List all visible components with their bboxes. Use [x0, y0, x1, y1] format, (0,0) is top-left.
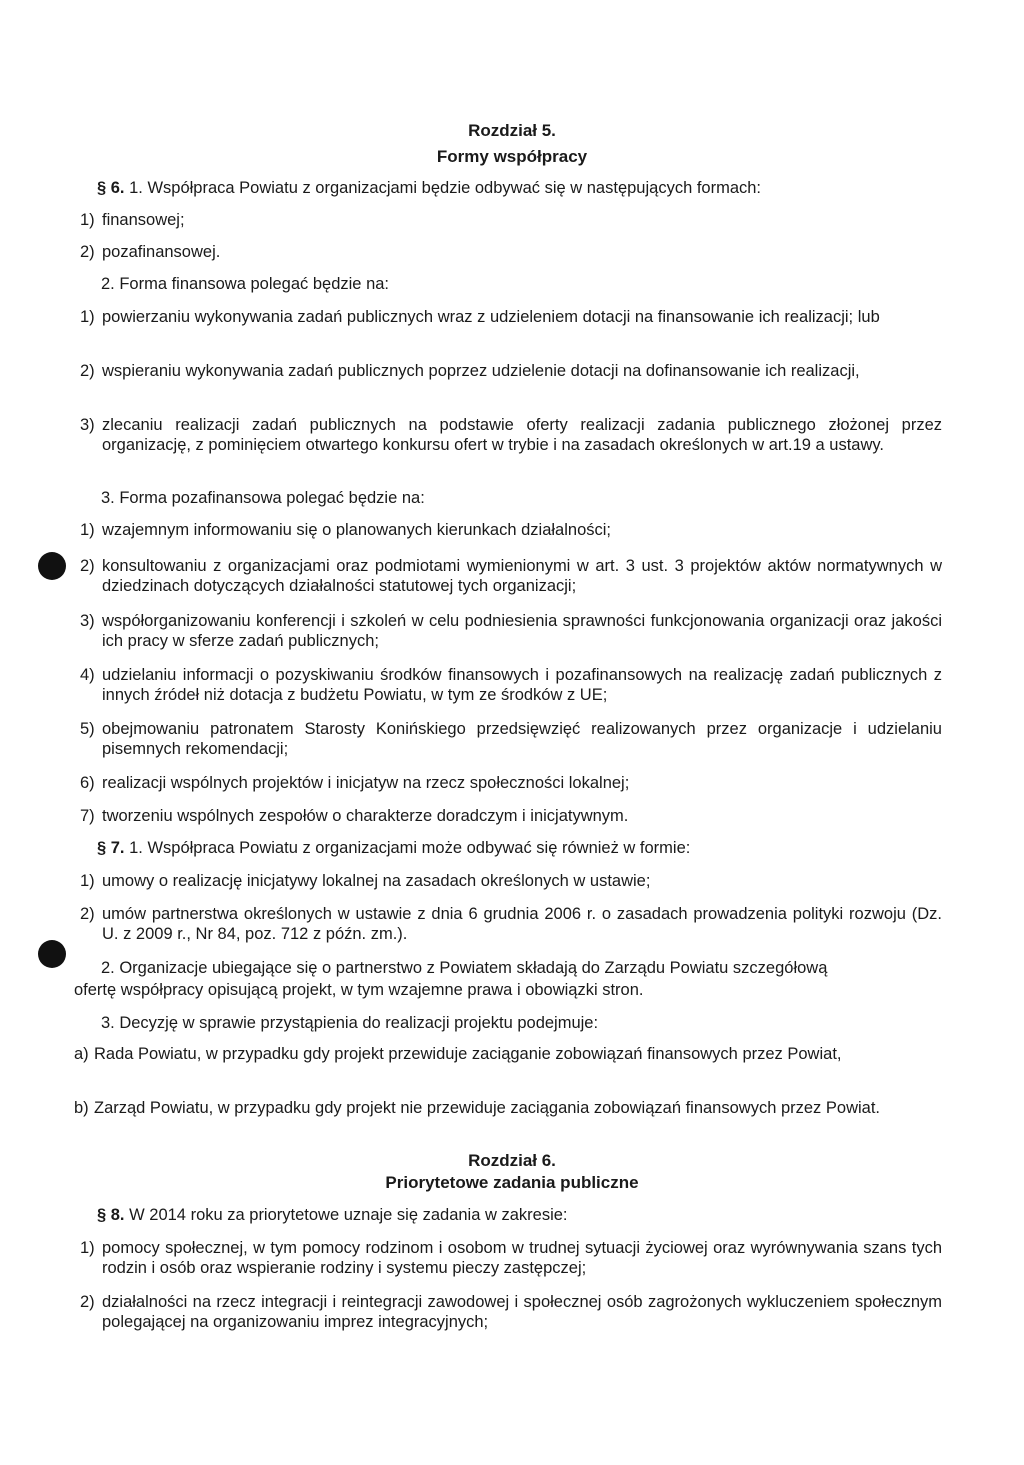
chapter-5-subtitle: Formy współpracy [436, 147, 588, 166]
item-text: konsultowaniu z organizacjami oraz podmiotami wymienionymi w art. 3 ust. 3 projektów aktów normatywnych w dziedzinach dotyczących działalności statutowej tych organizacji; [102, 557, 942, 595]
item-text: umów partnerstwa określonych w ustawie z dnia 6 grudnia 2006 r. o zasadach prowadzenia polityki rozwoju (Dz. U. z 2009 r., Nr 84, poz. 712 z późn. zm.). [102, 905, 942, 943]
paragraph-7-3-intro: 3. Decyzję w sprawie przystąpienia do realizacji projektu podejmuje: [101, 1014, 599, 1032]
item-number: 1) [80, 211, 95, 229]
section-sign: § 7. [97, 839, 125, 857]
item-letter: a) [74, 1045, 89, 1063]
item-number: 5) [80, 720, 95, 738]
item-text: tworzeniu wspólnych zespołów o charakterze doradczym i inicjatywnym. [102, 807, 629, 825]
paragraph-6-2-intro: 2. Forma finansowa polegać będzie na: [101, 275, 390, 293]
item-number: 2) [80, 362, 95, 380]
item-text: Rada Powiatu, w przypadku gdy projekt przewiduje zaciąganie zobowiązań finansowych przez Powiat, [94, 1045, 842, 1063]
paragraph-text: W 2014 roku za priorytetowe uznaje się zadania w zakresie: [129, 1206, 568, 1224]
item-text: wspieraniu wykonywania zadań publicznych poprzez udzielenie dotacji na dofinansowanie ich realizacji, [102, 362, 860, 380]
item-number: 2) [80, 905, 95, 923]
item-number: 7) [80, 807, 95, 825]
item-number: 2) [80, 1293, 95, 1311]
item-number: 1) [80, 872, 95, 890]
item-text: obejmowaniu patronatem Starosty Konińskiego przedsięwzięć realizowanych przez organizacje i udzielaniu pisemnych rekomendacji; [102, 720, 942, 758]
item-number: 3) [80, 416, 95, 434]
item-text: udzielaniu informacji o pozyskiwaniu środków finansowych i pozafinansowych na realizację zadań publicznych z innych źródeł niż dotacja z budżetu Powiatu, w tym ze środków z UE; [102, 666, 942, 704]
paragraph-7-2-line-2: ofertę współpracy opisującą projekt, w tym wzajemne prawa i obowiązki stron. [74, 981, 644, 999]
item-text: pomocy społecznej, w tym pomocy rodzinom i osobom w trudnej sytuacji życiowej oraz wyrównywania szans tych rodzin i osób oraz wspieranie rodziny i systemu pieczy zastępczej; [102, 1239, 942, 1277]
item-text: działalności na rzecz integracji i reintegracji zawodowej i społecznej osób zagrożonych wykluczeniem społecznym polegającej na organizowaniu imprez integracyjnych; [102, 1293, 942, 1331]
chapter-6-title: Rozdział 6. [468, 1151, 556, 1170]
item-text: powierzaniu wykonywania zadań publicznych wraz z udzieleniem dotacji na finansowanie ich realizacji; lub [102, 308, 880, 326]
item-number: 1) [80, 1239, 95, 1257]
item-text: realizacji wspólnych projektów i inicjatyw na rzecz społeczności lokalnej; [102, 774, 630, 792]
item-number: 1) [80, 308, 95, 326]
item-text: finansowej; [102, 211, 185, 229]
punch-hole-mark [38, 940, 66, 968]
item-number: 3) [80, 612, 95, 630]
item-text: umowy o realizację inicjatywy lokalnej na zasadach określonych w ustawie; [102, 872, 651, 890]
item-number: 2) [80, 557, 95, 575]
paragraph-7-2-line-1: 2. Organizacje ubiegające się o partnerstwo z Powiatem składają do Zarządu Powiatu szczegółową [101, 959, 828, 977]
item-text: współorganizowaniu konferencji i szkoleń w celu podniesienia sprawności funkcjonowania organizacji oraz jakości ich pracy w sferze zadań publicznych; [102, 612, 942, 650]
paragraph-7-intro [97, 838, 690, 858]
item-text: wzajemnym informowaniu się o planowanych kierunkach działalności; [102, 521, 611, 539]
paragraph-8-intro [97, 1205, 568, 1225]
paragraph-6-3-intro: 3. Forma pozafinansowa polegać będzie na: [101, 489, 425, 507]
paragraph-text: 1. Współpraca Powiatu z organizacjami może odbywać się również w formie: [129, 839, 691, 857]
section-sign: § 8. [97, 1206, 125, 1224]
chapter-6-subtitle: Priorytetowe zadania publiczne [385, 1173, 639, 1192]
paragraph-6-intro [97, 178, 761, 198]
item-number: 1) [80, 521, 95, 539]
item-text: pozafinansowej. [102, 243, 221, 261]
punch-hole-mark [38, 552, 66, 580]
item-letter: b) [74, 1099, 89, 1117]
section-sign: § 6. [97, 179, 125, 197]
chapter-5-title: Rozdział 5. [468, 121, 556, 140]
paragraph-text: 1. Współpraca Powiatu z organizacjami będzie odbywać się w następujących formach: [129, 179, 762, 197]
item-text: Zarząd Powiatu, w przypadku gdy projekt nie przewiduje zaciągania zobowiązań finansowych przez Powiat. [94, 1099, 880, 1117]
item-number: 4) [80, 666, 95, 684]
item-number: 2) [80, 243, 95, 261]
item-text: zlecaniu realizacji zadań publicznych na podstawie oferty realizacji zadania publicznego złożonej przez organizację, z pominięciem otwartego konkursu ofert w trybie i na zasadach określonych w art.19 a ustawy. [102, 416, 942, 454]
item-number: 6) [80, 774, 95, 792]
